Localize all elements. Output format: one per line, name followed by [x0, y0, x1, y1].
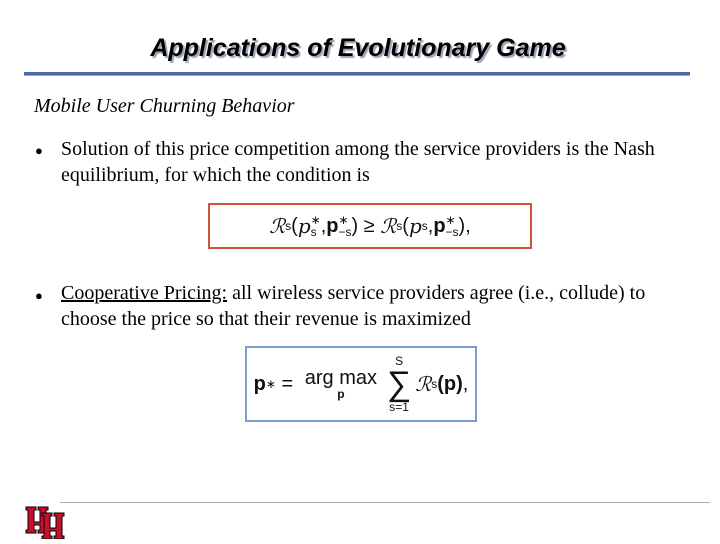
uh-logo-icon	[24, 505, 68, 544]
bullet-1-text: Solution of this price competition among the service providers is the Nash equilibrium, for which the condition is	[61, 138, 655, 186]
title-underline-divider	[24, 72, 690, 76]
footer-divider	[60, 502, 710, 503]
slide-title: Applications of Evolutionary Game	[150, 34, 566, 62]
nash-equilibrium-equation: ℛ s ( p ∗ s , p ∗ −s ) ≥ ℛ s ( p s , p ∗ −s ) ,	[208, 203, 532, 249]
bullet-dot-icon: ●	[35, 288, 43, 303]
cooperative-pricing-equation: p ∗ = arg max p S ∑ s=1 ℛ s (p) ,	[245, 346, 477, 422]
bullet-dot-icon: ●	[35, 143, 43, 158]
cooperative-pricing-term: Cooperative Pricing:	[61, 282, 228, 304]
bullet-2-text: Cooperative Pricing: all wireless service providers agree (i.e., collude) to choose the price so that their revenue is maximized	[61, 282, 646, 330]
slide-subtitle: Mobile User Churning Behavior	[34, 95, 295, 117]
